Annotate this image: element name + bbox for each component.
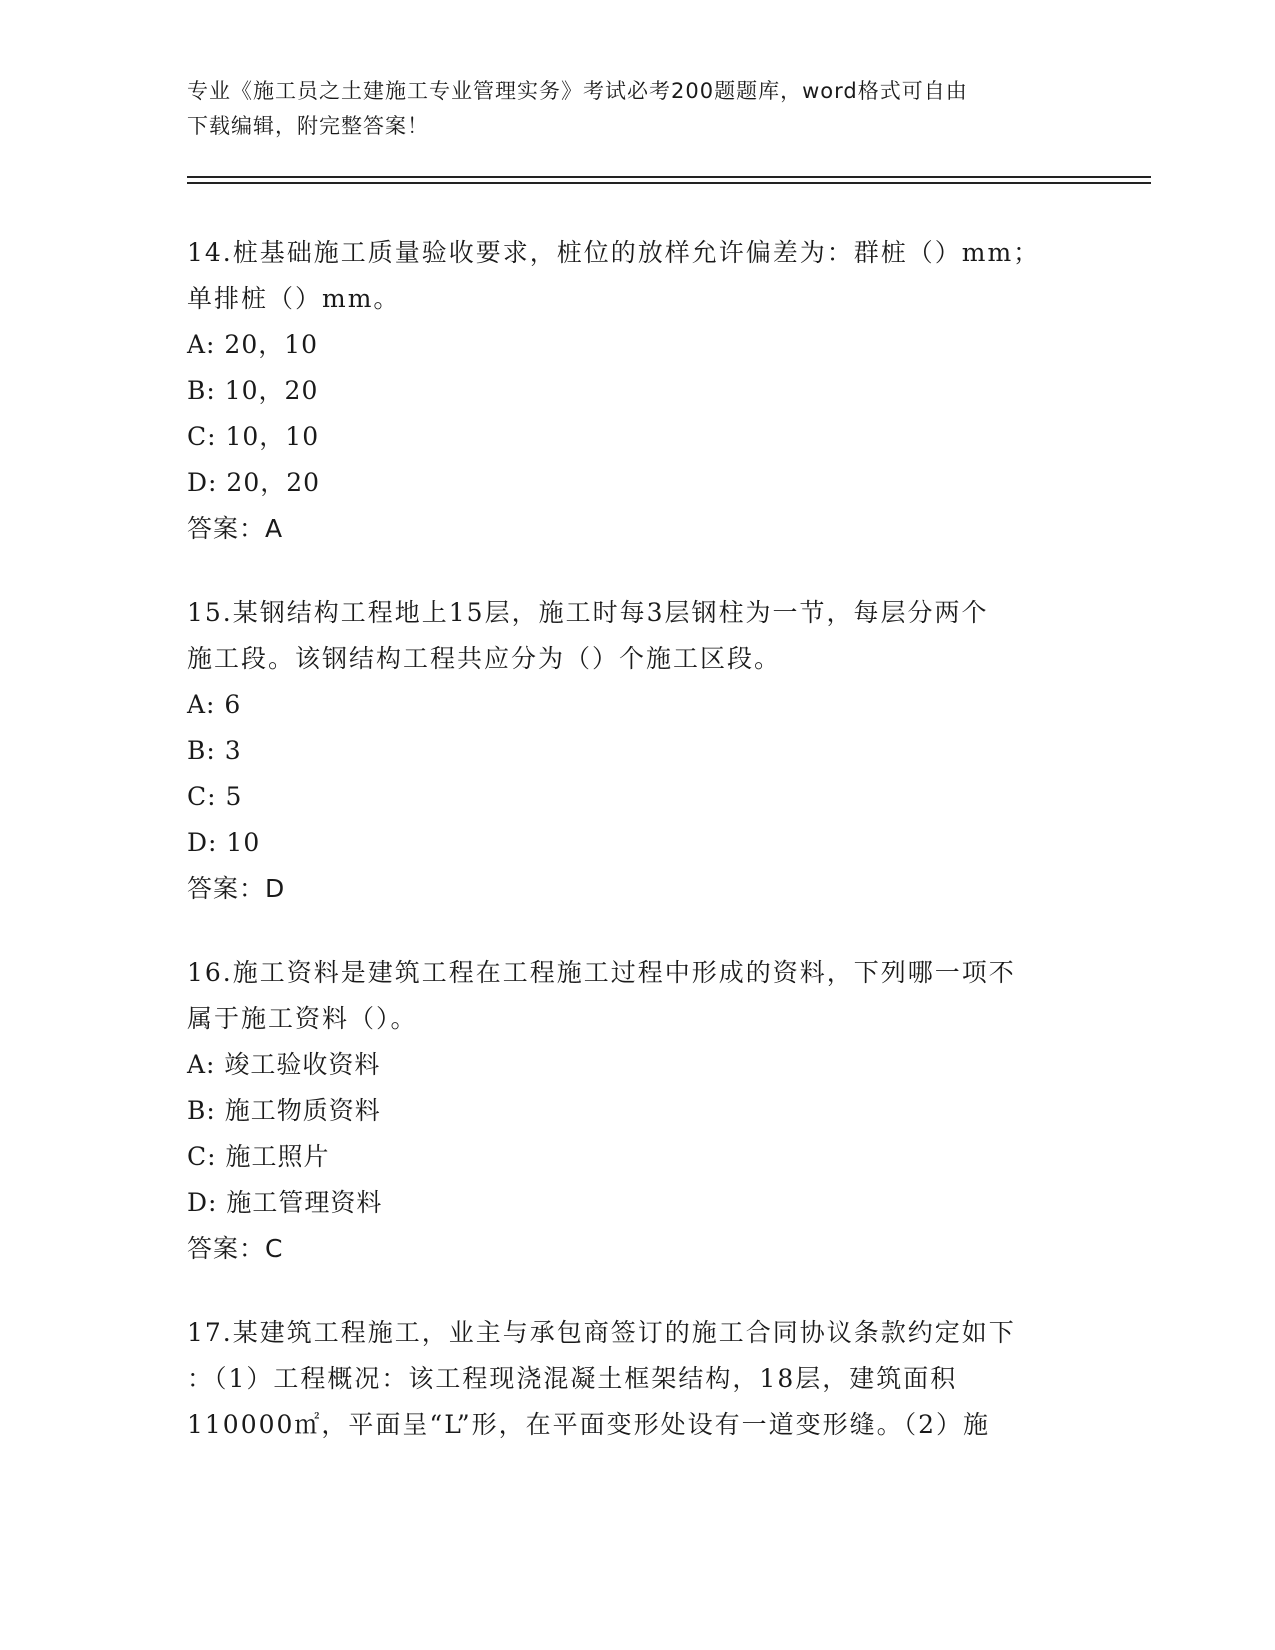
option-a: A: 竣工验收资料 [187, 1050, 381, 1079]
option-c: C: 施工照片 [187, 1142, 330, 1171]
header-rule-bottom [187, 182, 1151, 184]
document-header [187, 74, 1087, 144]
question-14 [187, 230, 1087, 552]
question-text-line: 16.施工资料是建筑工程在工程施工过程中形成的资料，下列哪一项不 [187, 958, 1016, 987]
question-text-line: ：（1）工程概况：该工程现浇混凝土框架结构，18层，建筑面积 [187, 1364, 958, 1393]
question-16 [187, 950, 1087, 1272]
answer: 答案：C [187, 1234, 284, 1263]
option-c: C: 5 [187, 782, 243, 811]
header-line-1: 专业《施工员之土建施工专业管理实务》考试必考200题题库，word格式可自由 [187, 79, 968, 103]
question-text-line: 17.某建筑工程施工，业主与承包商签订的施工合同协议条款约定如下 [187, 1318, 1016, 1347]
question-text-line: 15.某钢结构工程地上15层，施工时每3层钢柱为一节，每层分两个 [187, 598, 989, 627]
option-d: D: 10 [187, 828, 261, 857]
question-text-line: 属于施工资料（）。 [187, 1004, 418, 1033]
question-text-line: 14.桩基础施工质量验收要求，桩位的放样允许偏差为：群桩（）mm； [187, 238, 1041, 267]
question-text-line: 110000㎡，平面呈“L”形，在平面变形处设有一道变形缝。（2）施 [187, 1410, 991, 1439]
option-d: D: 20，20 [187, 468, 321, 497]
question-text-line: 施工段。该钢结构工程共应分为（）个施工区段。 [187, 644, 782, 673]
option-a: A: 20，10 [187, 330, 319, 359]
option-d: D: 施工管理资料 [187, 1188, 383, 1217]
option-b: B: 3 [187, 736, 242, 765]
header-line-2: 下载编辑，附完整答案！ [187, 114, 429, 138]
option-a: A: 6 [187, 690, 242, 719]
question-15 [187, 590, 1087, 912]
option-b: B: 施工物质资料 [187, 1096, 381, 1125]
option-b: B: 10，20 [187, 376, 319, 405]
answer: 答案：A [187, 514, 284, 543]
header-rule-top [187, 176, 1151, 178]
question-17 [187, 1310, 1087, 1448]
question-text-line: 单排桩（）mm。 [187, 284, 401, 313]
answer: 答案：D [187, 874, 286, 903]
option-c: C: 10，10 [187, 422, 320, 451]
